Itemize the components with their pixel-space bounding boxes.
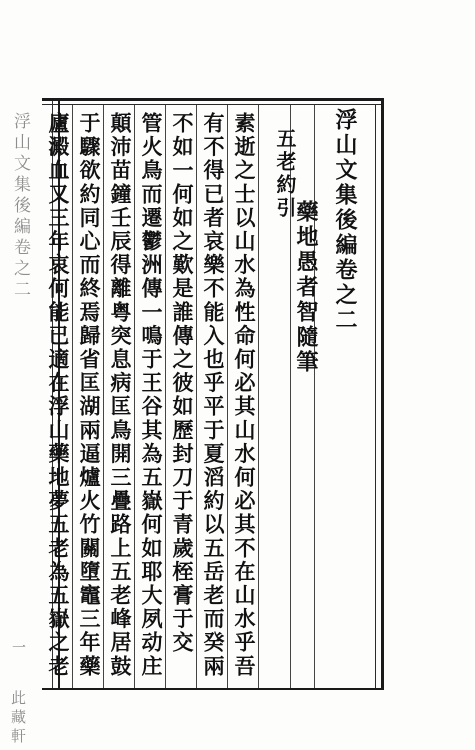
book-title: 浮山文集後編卷之二 (332, 108, 358, 333)
text-column-4: 管火鳥而遷鬱洲傳一鳴于王谷其為五嶽何如耶大夙动庄 (139, 112, 164, 679)
text-column-1: 素逝之士以山水為性命何必其山水何必其不在山水乎吾 (232, 112, 257, 679)
frame-top-inner-border (42, 104, 384, 105)
text-column-5: 顛沛苗鐘壬辰得離粤突息病匡鳥開三疊路上五老峰居鼓 (108, 112, 133, 679)
frame-bottom-border (42, 688, 384, 690)
section-title: 五老約引 (273, 128, 297, 220)
column-divider (314, 105, 315, 688)
text-column-7: 廬澱血又三年哀何能已適在浮山藥地夢五老為五嶽之老 (46, 112, 71, 679)
frame-top-border (42, 98, 384, 101)
text-column-2: 有不得已者哀樂不能入也乎平于夏滔約以五岳老而癸兩 (201, 112, 226, 679)
folio-number: 一 (10, 640, 26, 654)
spine-lower-label: 此藏軒 (9, 690, 27, 747)
frame-right-border (381, 98, 384, 690)
author-line: 藥地愚者智隨筆 (293, 200, 319, 375)
frame-right-inner-border (375, 104, 376, 688)
text-column-6: 于驟欲約同心而終焉歸省匡湖兩逼爐火竹關墮竈三年藥 (77, 112, 102, 679)
spine-title: 浮山文集後編卷之二 (10, 112, 30, 301)
text-column-3: 不如一何如之歎是誰傳之彼如歷封刀于青歲桎膏于交 (170, 112, 195, 655)
